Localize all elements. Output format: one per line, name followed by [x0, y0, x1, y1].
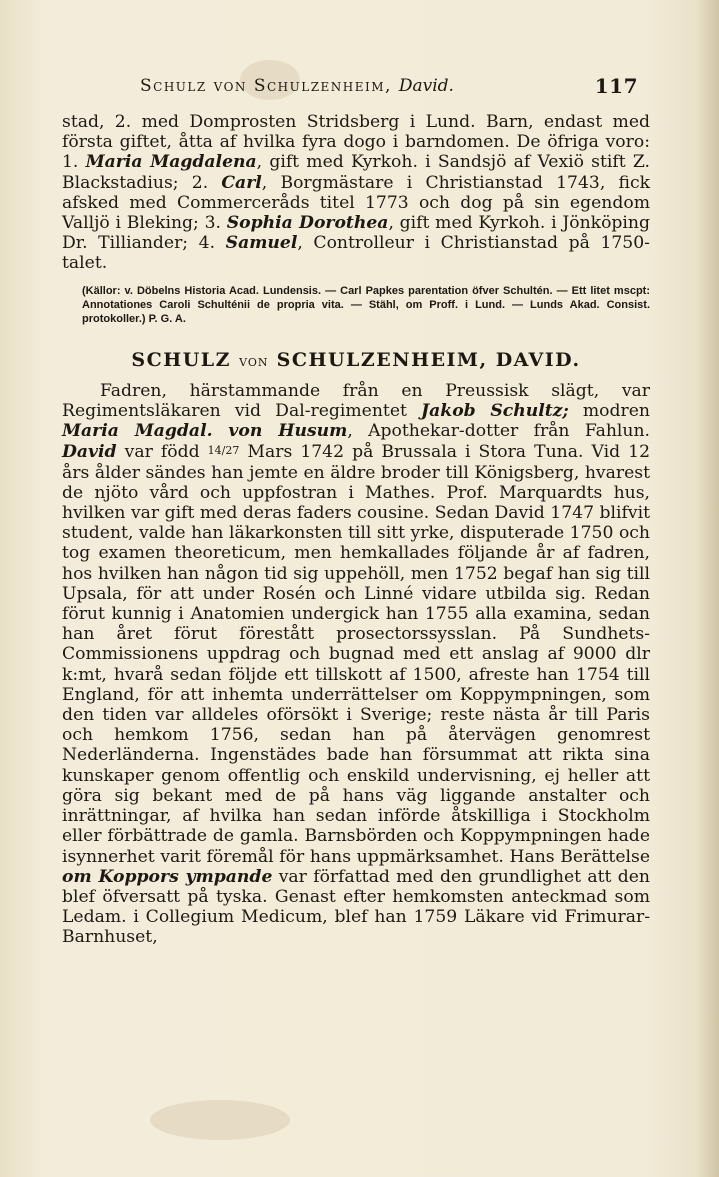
entry-title: SCHULZ von SCHULZENHEIM, DAVID. — [131, 348, 581, 371]
birth-date-fraction: 14/27 — [207, 444, 240, 458]
sources-note: (Källor: v. Döbelns Historia Acad. Lundensis. — Carl Papkes parentation öfver Schultén. — Ett litet mscpt: Annotationes Caroli Schulténii de propria vita. — Stähl, om Proff. i Lund. — Lunds Akad. Consist. protokoller.) P. G. A. — [82, 284, 650, 325]
paragraph-children: stad, 2. med Domprosten Stridsberg i Lund. Barn, endast med första giftet, åtta af hvilka fyra dogo i barndomen. De öfriga voro: 1. Maria Magdalena, gift med Kyrkoh. i Sandsjö af Vexiö stift Z. Blackstadius; 2. Carl, Borgmästare i Christianstad 1743, fick afsked med Commerceråds titel 1773 och dog på sin egendom Valljö i Bleking; 3. Sophia Dorothea, gift med Kyrkoh. i Jönköping Dr. Tilliander; 4. Samuel, Controlleur i Christianstad på 1750-talet. — [62, 112, 651, 274]
running-title: Schulz von Schulzenheim, David. — [140, 76, 454, 96]
page-body — [62, 112, 650, 948]
page-number: 117 — [594, 74, 638, 98]
paragraph-biography: Fadren, härstammande från en Preussisk slägt, var Regimentsläkaren vid Dal-regimentet Jakob Schultz; modren Maria Magdal. von Husum, Apothekar-dotter från Fahlun. David var född 14/27 Mars 1742 på Brussala i Stora Tuna. Vid 12 års ålder sändes han jemte en äldre broder till Königsberg, hvarest de njöto vård och uppfostran i Mathes. Prof. Marquardts hus, hvilken var gift med deras faders cousine. Sedan David 1747 blifvit student, valde han läkarkonsten till sitt yrke, disputerade 1750 och tog examen theoreticum, men hemkallades följande år af fadren, hos hvilken han någon tid sig uppehöll, men 1752 begaf han sig till Upsala, för att under Rosén och Linné vidare utbilda sig. Redan förut kunnig i Anatomien undergick han 1755 alla examina, sedan han året förut förestått prosectorssysslan. På Sundhets-Commissionens uppdrag och bugnad med ett anslag af 9000 dlr k:mt, hvarå sedan följde ett tillskott af 1500, afreste han 1754 till England, för att inhemta underrättelser om Koppympningen, som den tiden var alldeles oförsökt i Sverige; reste nästa år till Paris och hemkom 1756, sedan han på återvägen genomrest Nederländerna. Ingenstädes bade han försummat att rikta sina kunskaper genom offentlig och enskild undervisning, ej heller att göra sig bekant med de på hans väg liggande anstalter och inrättningar, af hvilka han sedan införde åtskilliga i Stockholm eller förbättrade de gamla. Barnsbörden och Koppympningen hade isynnerhet varit föremål för hans uppmärksamhet. Hans Berättelse om Koppors ympande var författad med den grundlighet att den blef öfversatt på tyska. Genast efter hemkomsten anteckmad som Ledam. i Collegium Medicum, blef han 1759 Läkare vid Frimurar-Barnhuset, — [62, 380, 650, 948]
stain — [150, 1100, 290, 1140]
page-edge-shadow — [697, 0, 719, 1177]
running-header — [62, 74, 644, 102]
